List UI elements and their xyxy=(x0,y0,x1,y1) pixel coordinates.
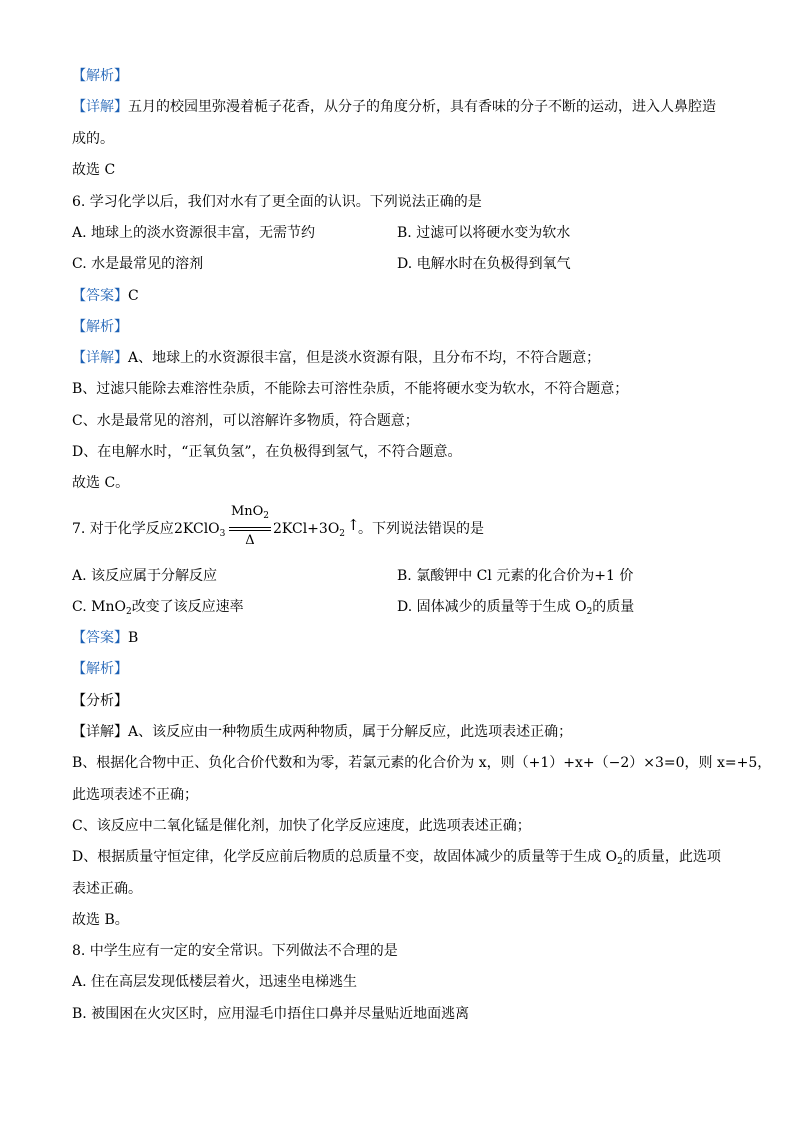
q7-option-a: A. 该反应属于分解反应 xyxy=(72,568,218,584)
reactant-formula xyxy=(174,519,225,544)
q6-detail-c: C、水是最常见的溶剂，可以溶解许多物质，符合题意； xyxy=(72,413,419,429)
option-text: D. 固体减少的质量等于生成 O xyxy=(397,599,587,615)
detail-text: A、该反应由一种物质生成两种物质，属于分解反应，此选项表述正确； xyxy=(128,724,573,740)
q7-detail-a xyxy=(72,722,572,742)
q6-option-c: C. 水是最常见的溶剂 xyxy=(72,256,204,272)
q6-option-a: A. 地球上的淡水资源很丰富，无需节约 xyxy=(72,225,316,241)
q6-conclusion: 故选 C。 xyxy=(72,475,130,491)
subscript: 2 xyxy=(125,607,132,617)
heat-condition: Δ xyxy=(245,533,255,548)
q6-detail-a xyxy=(72,348,600,368)
detail-paragraph xyxy=(72,97,716,117)
reactant-text: 2KClO xyxy=(174,521,220,537)
subscript: 2 xyxy=(617,857,623,867)
product-text: 2KCl+3O xyxy=(273,521,340,537)
q6-option-d: D. 电解水时在负极得到氧气 xyxy=(397,256,571,272)
q8-option-a: A. 住在高层发现低楼层着火，迅速坐电梯逃生 xyxy=(72,974,358,990)
question-7-stem-suffix: 。下列说法错误的是 xyxy=(358,521,484,537)
subscript: 2 xyxy=(263,511,270,521)
detail-heading: 【详解】 xyxy=(72,350,128,366)
answer-heading: 【答案】 xyxy=(72,288,128,304)
analysis-heading: 【解析】 xyxy=(72,68,128,84)
detail-text: 的质量，此选项 xyxy=(622,849,721,865)
q6-detail-b: B、过滤只能除去难溶性杂质，不能除去可溶性杂质，不能将硬水变为软水，不符合题意； xyxy=(72,381,629,397)
detail-text: 五月的校园里弥漫着栀子花香，从分子的角度分析，具有香味的分子不断的运动，进入人鼻腔造 xyxy=(128,99,716,115)
equation-bar xyxy=(229,530,271,531)
analysis-heading: 【解析】 xyxy=(72,661,128,677)
catalyst-condition xyxy=(229,504,271,521)
option-text: 改变了该反应速率 xyxy=(131,599,244,615)
analysis-sub-heading: 【分析】 xyxy=(72,693,128,709)
question-7-stem-prefix: 7. 对于化学反应 xyxy=(72,521,174,537)
answer-value: B xyxy=(128,630,139,646)
product-formula xyxy=(273,519,345,544)
subscript: 2 xyxy=(586,607,593,617)
answer-value: C xyxy=(128,288,139,304)
q7-option-d xyxy=(397,597,634,622)
detail-text: A、地球上的水资源很丰富，但是淡水资源有限，且分布不均，不符合题意； xyxy=(128,350,601,366)
detail-heading: 【详解】 xyxy=(72,724,128,740)
subscript: 3 xyxy=(219,529,226,539)
detail-text-continued: 成的。 xyxy=(72,131,114,147)
analysis-heading: 【解析】 xyxy=(72,319,128,335)
q6-answer xyxy=(72,286,139,306)
q7-detail-d-continued: 表述正确。 xyxy=(72,881,142,897)
option-text: C. MnO xyxy=(72,599,126,615)
q8-option-b: B. 被围困在火灾区时，应用湿毛巾捂住口鼻并尽量贴近地面逃离 xyxy=(72,1006,470,1022)
q6-detail-d: D、在电解水时，“正氧负氢”，在负极得到氢气，不符合题意。 xyxy=(72,444,462,460)
answer-heading: 【答案】 xyxy=(72,630,128,646)
detail-heading: 【详解】 xyxy=(72,99,128,115)
gas-arrow-icon: ↑ xyxy=(347,516,360,534)
q7-answer xyxy=(72,628,138,648)
equation-bar xyxy=(229,527,271,528)
catalyst-text: MnO xyxy=(230,504,264,519)
q7-detail-b-continued: 此选项表述不正确； xyxy=(72,787,198,803)
q7-detail-b: B、根据化合物中正、负化合价代数和为零，若氯元素的化合价为 x，则（+1）+x+（−2）×3=0，则 x=+5， xyxy=(72,755,772,771)
detail-text: D、根据质量守恒定律，化学反应前后物质的总质量不变，故固体减少的质量等于生成 O xyxy=(72,849,618,865)
q7-conclusion: 故选 B。 xyxy=(72,912,129,928)
q7-option-c xyxy=(72,597,244,622)
q7-detail-d xyxy=(72,847,721,872)
question-8-stem: 8. 中学生应有一定的安全常识。下列做法不合理的是 xyxy=(72,943,398,959)
q7-detail-c: C、该反应中二氧化锰是催化剂，加快了化学反应速度，此选项表述正确； xyxy=(72,818,531,834)
option-text: 的质量 xyxy=(592,599,635,615)
conclusion: 故选 C xyxy=(72,162,116,178)
question-6-stem: 6. 学习化学以后，我们对水有了更全面的认识。下列说法正确的是 xyxy=(72,194,482,210)
q6-option-b: B. 过滤可以将硬水变为软水 xyxy=(397,225,571,241)
q7-option-b: B. 氯酸钾中 Cl 元素的化合价为+1 价 xyxy=(397,568,634,584)
subscript: 2 xyxy=(339,529,346,539)
